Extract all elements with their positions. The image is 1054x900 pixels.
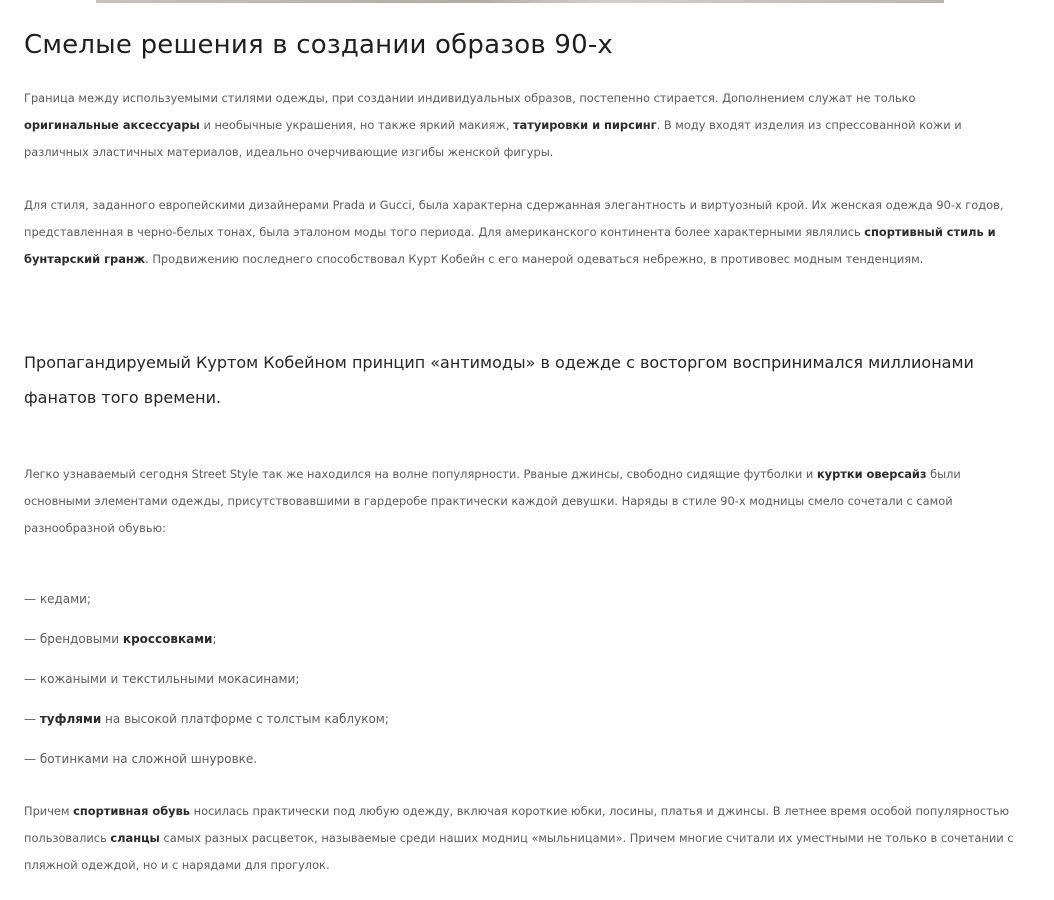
bold-text: куртки оверсайз (816, 467, 927, 481)
text: — брендовыми (24, 632, 123, 646)
text: Граница между используемыми стилями одежды, при создании индивидуальных образов, постепенно стирается. Дополнением служат не только (24, 91, 916, 105)
text: Для стиля, заданного европейскими дизайнерами Prada и Gucci, была характерна сдержанная элегантность и виртуозный крой. Их женская одежда 90-х годов, представленная в черно-белых тонах, была эталоном моды того периода. Для американского континента более характерными являлись (24, 198, 1004, 239)
list-item (24, 586, 1004, 613)
text: Причем (24, 804, 74, 818)
list-item (24, 706, 1004, 733)
bold-text: оригинальные аксессуары (24, 118, 200, 132)
footwear-list (24, 586, 1004, 786)
article-title: Смелые решения в создании образов 90-х (24, 30, 613, 60)
text: носилась практически под любую одежду, включая короткие юбки, лосины, платья и джинсы. В летнее время особой популярностью пользовались (24, 804, 1010, 845)
text: и необычные украшения, но также яркий макияж, (199, 118, 513, 132)
text: . В моду входят изделия из спрессованной кожи и различных эластичных материалов, идеально очерчивающие изгибы женской фигуры. (24, 118, 962, 159)
bold-text: татуировки и пирсинг (512, 118, 657, 132)
text: — кедами; (24, 592, 91, 606)
text: — ботинками на сложной шнуровке. (24, 752, 258, 766)
text: ; (212, 632, 217, 646)
bold-text: сланцы (110, 831, 160, 845)
bold-text: кроссовками (122, 632, 213, 646)
paragraph-sport-shoes (24, 798, 1014, 879)
text: на высокой платформе с толстым каблуком; (101, 712, 389, 726)
text: — (24, 712, 40, 726)
section-quote: Пропагандируемый Куртом Кобейном принцип «антимоды» в одежде с восторгом воспринимался миллионами фанатов того времени. (24, 353, 974, 407)
list-item (24, 626, 1004, 653)
text: самых разных расцветок, называемые среди наших модниц «мыльницами». Причем многие считали их уместными не только в сочетании с пляжной одеждой, но и с нарядами для прогулок. (24, 831, 1014, 872)
text: были основными элементами одежды, присутствовавшими в гардеробе практически каждой девушки. Наряды в стиле 90-х модницы смело сочетали с самой разнообразной обувью: (24, 467, 961, 535)
bold-text: спортивный стиль и бунтарский гранж (24, 225, 996, 266)
text: — кожаными и текстильными мокасинами; (24, 672, 300, 686)
article-image-bottom-edge (96, 0, 944, 3)
paragraph-accessories (24, 85, 1004, 166)
paragraph-street-style (24, 461, 1004, 542)
bold-text: туфлями (39, 712, 102, 726)
text: Легко узнаваемый сегодня Street Style так же находился на волне популярности. Рваные джинсы, свободно сидящие футболки и (24, 467, 817, 481)
paragraph-designers (24, 192, 1004, 273)
bold-text: спортивная обувь (73, 804, 190, 818)
text: . Продвижению последнего способствовал Курт Кобейн с его манерой одеваться небрежно, в противовес модным тенденциям. (145, 252, 924, 266)
list-item (24, 746, 1004, 773)
list-item (24, 666, 1004, 693)
